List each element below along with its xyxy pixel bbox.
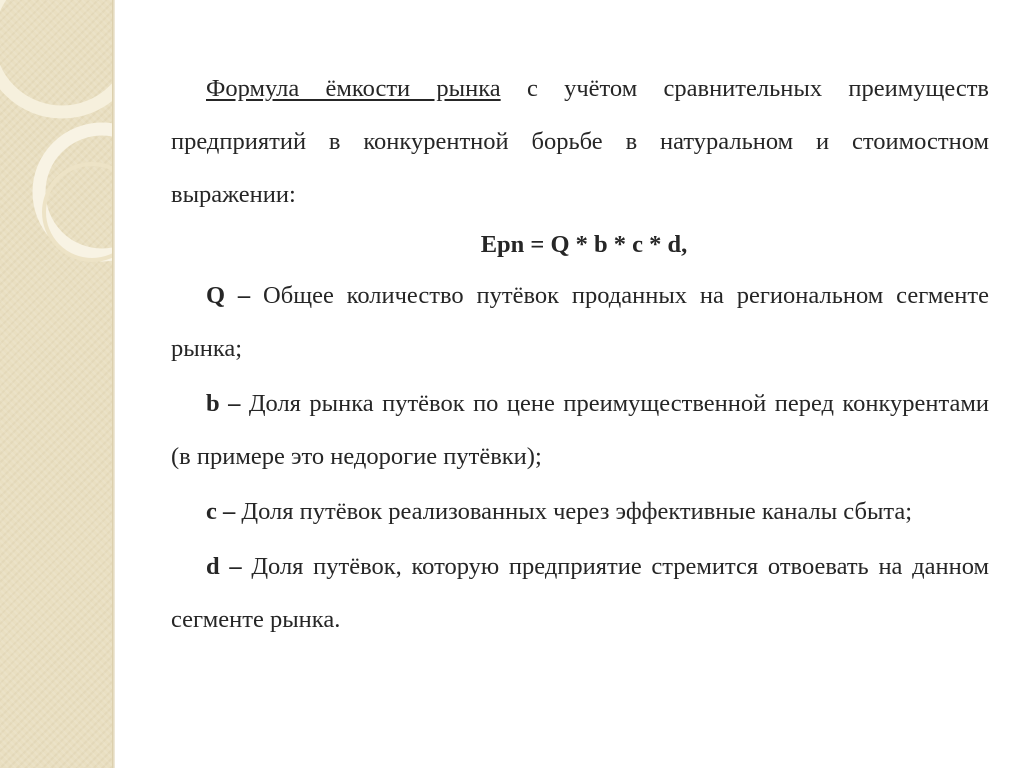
- definition-text: Доля путёвок реализованных через эффективные каналы сбыта;: [241, 498, 913, 525]
- decorative-rings-graphic: [0, 0, 112, 768]
- definition-text: Общее количество путёвок проданных на региональном сегменте рынка;: [171, 282, 989, 362]
- definition-c: [171, 485, 989, 538]
- definition-term: Q –: [206, 282, 264, 309]
- intro-text: с учётом сравнительных преимуществ предприятий в конкурентной борьбе в натуральном и стоимостном выражении:: [171, 75, 989, 208]
- formula-line: Epn = Q * b * c * d,: [480, 231, 688, 258]
- definition-q: [171, 269, 989, 375]
- definition-term: b –: [206, 390, 249, 417]
- decor-ring-top: [0, 0, 112, 112]
- definition-term: d –: [206, 553, 252, 580]
- formula-title: Формула ёмкости рынка: [206, 75, 501, 102]
- strip-edge-line: [112, 0, 115, 768]
- definition-text: Доля путёвок, которую предприятие стремится отвоевать на данном сегменте рынка.: [171, 553, 989, 633]
- definition-d: [171, 540, 989, 646]
- slide-body: [171, 62, 989, 646]
- definition-text: Доля рынка путёвок по цене преимущественной перед конкурентами (в примере это недорогие путёвки);: [171, 390, 989, 470]
- definition-term: c –: [206, 498, 242, 525]
- definition-b: [171, 377, 989, 483]
- intro-paragraph: [171, 62, 989, 221]
